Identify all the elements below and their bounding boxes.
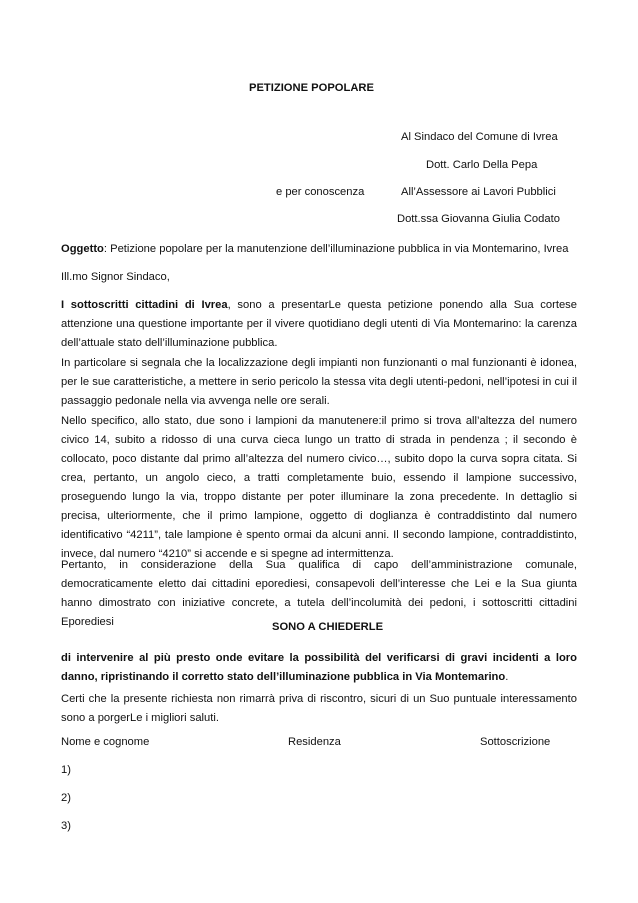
subject-text: : Petizione popolare per la manutenzione dell’illuminazione pubblica in via Montemarino, Ivrea	[103, 243, 569, 255]
recipient-assessor: All’Assessore ai Lavori Pubblici	[401, 186, 556, 198]
intro-bold: I sottoscritti cittadini di Ivrea	[61, 299, 228, 311]
paragraph-consideration: Pertanto, in considerazione della Sua qualifica di capo dell’amministrazione comunale, democraticamente eletto dai cittadini eporediesi, consapevoli dell’interesse che Lei e la Sua giunta hanno dimostrato con iniziative concrete, a tutela dell’incolumità dei pedoni, i sottoscritti cittadini Eporediesi	[61, 559, 577, 628]
signature-row: 1)	[61, 764, 71, 776]
recipient-mayor-name: Dott. Carlo Della Pepa	[426, 159, 538, 171]
intro-text: , sono a presentarLe questa petizione ponendo alla Sua cortese attenzione una questione importante per il vivere quotidiano degli utenti di Via Montemarino: la carenza dell’attuale stato dell’illuminazione pubblica.	[61, 299, 577, 349]
column-residence-header: Residenza	[288, 736, 341, 748]
request-text: di intervenire al più presto onde evitare la possibilità del verificarsi di gravi incidenti a loro danno, ripristinando il corretto stato dell’illuminazione pubblica in Via Montemarino	[61, 652, 577, 683]
closing-paragraph: Certi che la presente richiesta non rimarrà priva di riscontro, sicuri di un Suo puntuale interessamento sono a porgerLe i migliori saluti.	[61, 693, 577, 724]
greeting: Ill.mo Signor Sindaco,	[61, 271, 170, 283]
recipient-assessor-name: Dott.ssa Giovanna Giulia Codato	[397, 213, 560, 225]
intro-paragraph	[61, 296, 577, 353]
cc-label: e per conoscenza	[276, 186, 365, 198]
subject-label: Oggetto	[61, 243, 104, 255]
column-signature-header: Sottoscrizione	[480, 736, 551, 748]
paragraph-specifics: Nello specifico, allo stato, due sono i lampioni da manutenere:il primo si trova all’altezza del numero civico 14, subito a ridosso di una curva cieca lungo un tratto di strada in pendenza ; il secondo è collocato, poco distante dal primo all’altezza del numero civico…, subito dopo la curva sopra citata. Si crea, pertanto, un angolo cieco, a tratti completamente buio, essendo il lampione successivo, proseguendo lungo la via, troppo distante per poter illuminare la zona precedente. In dettaglio si precisa, ulteriormente, che il primo lampione, oggetto di doglianza è contraddistinto dal numero identificativo “4211”, tale lampione è spento ormai da alcuni anni. Il secondo lampione, contraddistinto, invece, dal numero “4210” si accende e si spegne ad intermittenza.	[61, 415, 577, 560]
document-title: PETIZIONE POPOLARE	[249, 82, 374, 94]
paragraph-detail: In particolare si segnala che la localizzazione degli impianti non funzionanti o mal funzionanti è idonea, per le sue caratteristiche, a mettere in serio pericolo la stessa vita degli utenti-pedoni, nell’ipotesi in cui il passaggio pedonale nella via avvenga nelle ore serali.	[61, 357, 577, 407]
subject-line	[61, 240, 591, 259]
request-heading: SONO A CHIEDERLE	[272, 621, 384, 633]
recipient-mayor: Al Sindaco del Comune di Ivrea	[401, 131, 558, 143]
request-paragraph	[61, 649, 577, 687]
request-end: .	[505, 671, 509, 683]
signature-row: 2)	[61, 792, 71, 804]
signature-row: 3)	[61, 820, 71, 832]
column-name-header: Nome e cognome	[61, 736, 150, 748]
